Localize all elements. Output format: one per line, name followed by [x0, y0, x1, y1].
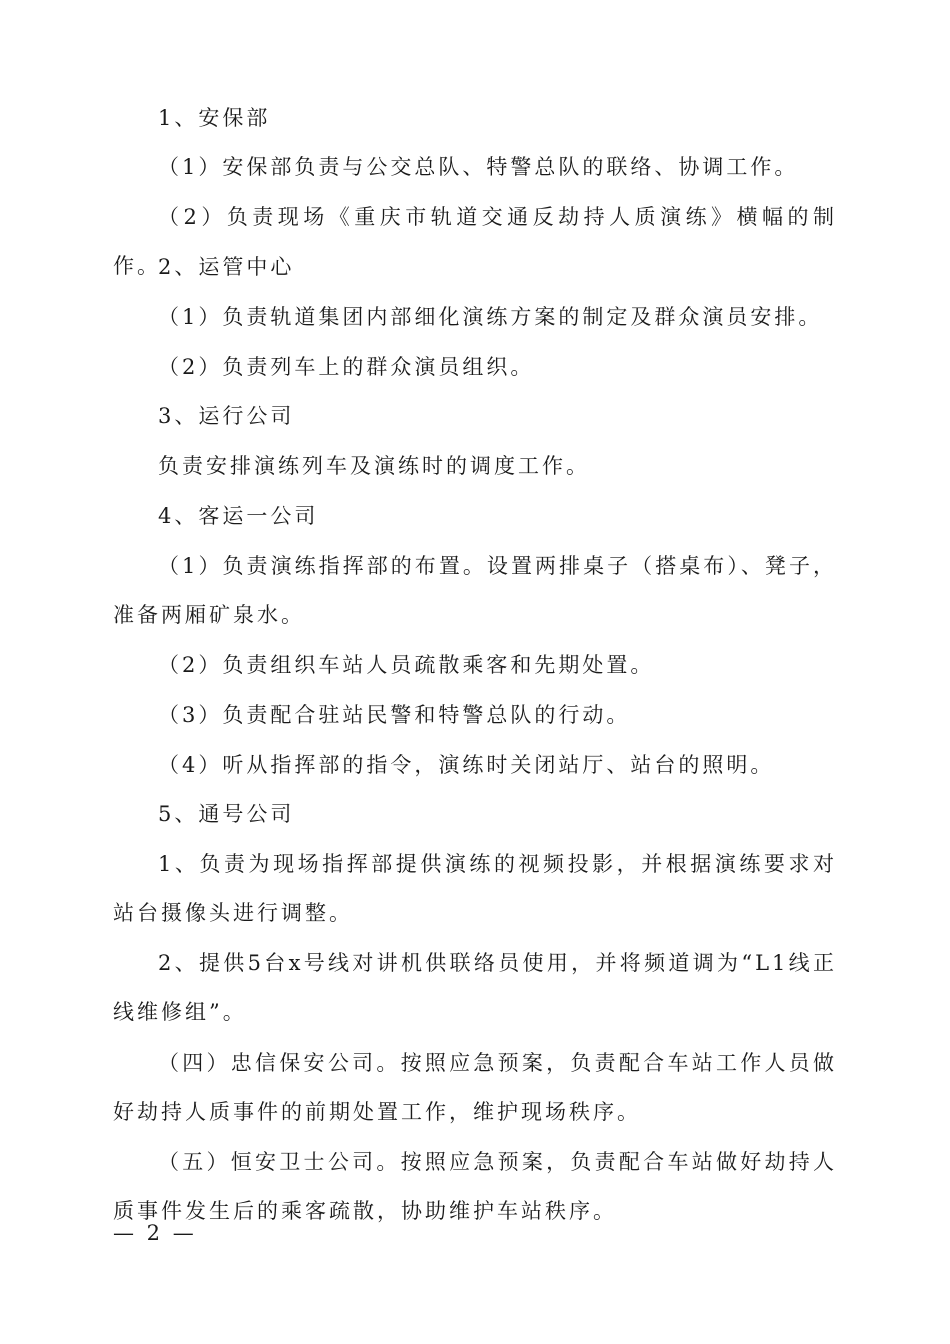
paragraph: 负责安排演练列车及演练时的调度工作。 — [158, 454, 590, 478]
paragraph: （2）负责现场《重庆市轨道交通反劫持人质演练》横幅的制作。 — [113, 205, 837, 278]
paragraph: （1）负责演练指挥部的布置。设置两排桌子（搭桌布）、凳子，准备两厢矿泉水。 — [113, 554, 837, 627]
section-heading-passenger-company: 4、客运一公司 — [158, 504, 319, 528]
section-heading-signal-company: 5、通号公司 — [158, 802, 295, 826]
section-heading-security: 1、安保部 — [158, 106, 271, 130]
paragraph: （3）负责配合驻站民警和特警总队的行动。 — [158, 703, 631, 727]
paragraph: （4）听从指挥部的指令，演练时关闭站厅、站台的照明。 — [158, 753, 775, 777]
page-number: — 2 — — [113, 1221, 197, 1245]
section-heading-operations-center: 2、运管中心 — [158, 255, 295, 279]
paragraph: （1）安保部负责与公交总队、特警总队的联络、协调工作。 — [158, 155, 799, 179]
paragraph: 2、提供5台x号线对讲机供联络员使用，并将频道调为“L1线正线维修组”。 — [113, 951, 837, 1024]
paragraph: （四）忠信保安公司。按照应急预案，负责配合车站工作人员做好劫持人质事件的前期处置工作，维护现场秩序。 — [113, 1051, 837, 1124]
paragraph: （1）负责轨道集团内部细化演练方案的制定及群众演员安排。 — [158, 305, 823, 329]
paragraph: （2）负责列车上的群众演员组织。 — [158, 355, 535, 379]
paragraph: 1、负责为现场指挥部提供演练的视频投影，并根据演练要求对站台摄像头进行调整。 — [113, 852, 837, 925]
section-heading-operation-company: 3、运行公司 — [158, 404, 295, 428]
paragraph: （五）恒安卫士公司。按照应急预案，负责配合车站做好劫持人质事件发生后的乘客疏散，协助维护车站秩序。 — [113, 1150, 837, 1223]
paragraph: （2）负责组织车站人员疏散乘客和先期处置。 — [158, 653, 655, 677]
